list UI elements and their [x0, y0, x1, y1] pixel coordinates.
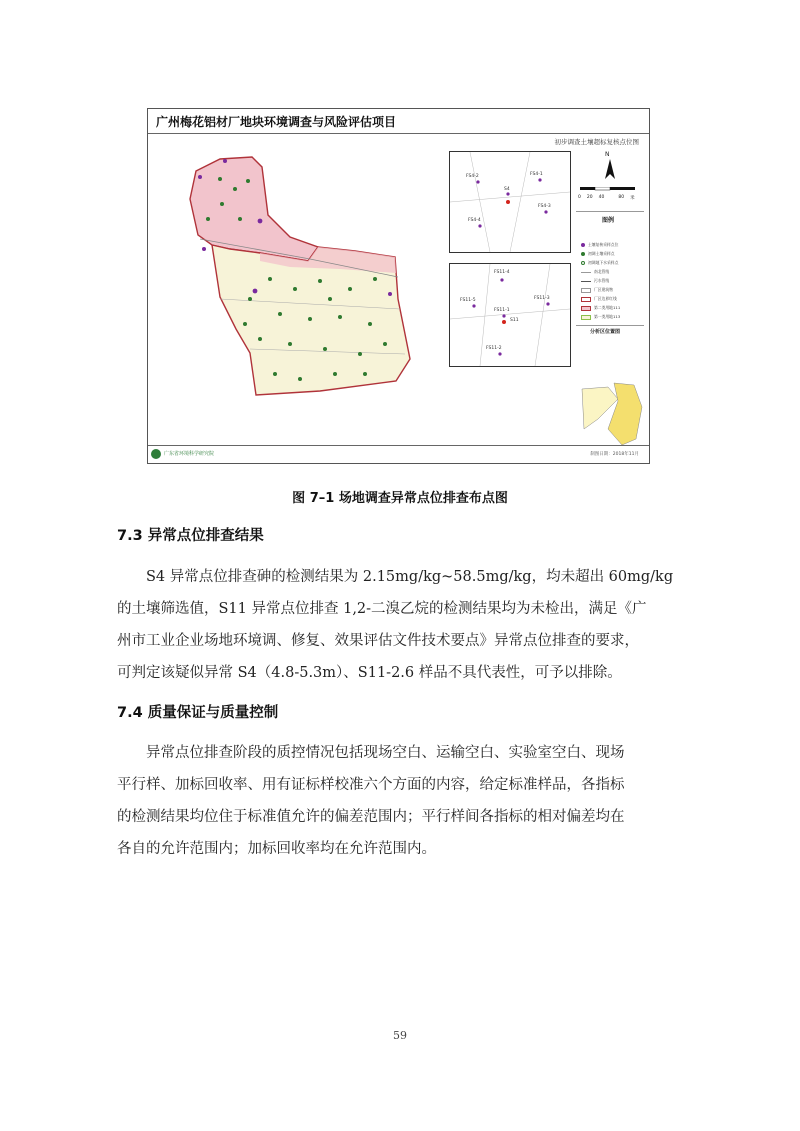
inset1-label-3: S4: [504, 187, 510, 192]
inset-map-s11: [449, 263, 571, 367]
para74-line-3: 的检测结果均位住于标准值允许的偏差范围内；平行样间各指标的相对偏差均在: [117, 809, 625, 825]
para74-line-4: 各自的允许范围内；加标回收率均在允许范围内。: [117, 841, 436, 857]
boundary-swatch: [581, 297, 591, 302]
legend-item-sewer: [581, 278, 609, 284]
inset2-label-2: FS11-3: [534, 296, 550, 301]
north-scale-panel: [576, 151, 644, 207]
inset1-label-1: FS4-2: [466, 174, 479, 179]
institute-logo-icon: [151, 449, 161, 459]
page-number: 59: [393, 1029, 407, 1042]
line-swatch: [581, 272, 591, 273]
legend-item-class1: [581, 314, 620, 320]
scale-label-20: 20: [586, 195, 593, 200]
legend-text-9: 第一类用地113: [594, 314, 621, 319]
map-title-bar: [148, 109, 649, 134]
scale-label-40: 40: [598, 195, 605, 200]
green-dot-icon: [581, 252, 585, 256]
map-subtitle: 初步调查土壤超标复核点位图: [554, 138, 639, 146]
legend-item-groundwater: [581, 260, 618, 266]
inset1-label-4: FS4-3: [538, 204, 551, 209]
scale-bar: [580, 187, 640, 193]
legend-item-class2: [581, 305, 620, 311]
legend-item-ns-pipe: [581, 269, 609, 275]
inset1-label-2: FS4-1: [530, 172, 543, 177]
section-7-3-paragraph: [117, 561, 685, 689]
map-footer: [148, 445, 649, 463]
institute-name: 广东省环境科学研究院: [164, 451, 215, 457]
building-swatch: [581, 288, 591, 293]
map-date: 制图日期：2018年11月: [590, 452, 639, 457]
inset2-label-6: FS11-2: [486, 346, 502, 351]
inset-s4-lines: [450, 152, 570, 252]
legend-item-building: [581, 287, 613, 293]
legend-text-7: 厂区边界红线: [594, 296, 617, 301]
inset-s11-lines: [450, 264, 570, 366]
pink-swatch: [581, 306, 591, 311]
section-7-4-heading: 7.4 质量保证与质量控制: [117, 705, 279, 721]
inset2-label-4: S11: [510, 318, 519, 323]
legend-text-3: 初调地下水采样点: [588, 260, 619, 265]
para73-line-4: 可判定该疑似异常 S4（4.8-5.3m）、S11-2.6 样品不具代表性，可予以排除。: [117, 665, 622, 681]
pink-zone: [190, 157, 318, 261]
para73-line-2: 的土壤筛选值，S11 异常点位排查 1,2-二溴乙烷的检测结果均为未检出，满足《广: [117, 601, 647, 617]
legend-text-6: 厂区建筑物: [594, 287, 613, 292]
para74-line-1: 异常点位排查阶段的质控情况包括现场空白、运输空白、实验室空白、现场: [146, 745, 625, 761]
purple-dot-icon: [581, 243, 585, 247]
north-label: N: [605, 151, 610, 158]
location-map-title: 分析区位置图: [590, 329, 621, 335]
location-mini-map: [578, 379, 644, 447]
legend-text-1: 土壤复核采样点位: [588, 242, 619, 247]
legend-panel: [576, 211, 644, 362]
para73-line-1: S4 异常点位排查砷的检测结果为 2.15mg/kg~58.5mg/kg，均未超出 60mg/kg: [146, 569, 674, 585]
ring-dot-icon: [581, 261, 585, 265]
legend-text-2: 初调土壤采样点: [588, 251, 615, 256]
scale-unit: 米: [630, 196, 635, 201]
inset2-label-3: FS11-1: [494, 308, 510, 313]
cream-swatch: [581, 315, 591, 320]
scale-label-0: 0: [578, 195, 581, 200]
para74-line-2: 平行样、加标回收率、用有证标样校准六个方面的内容，给定标准样品，各指标: [117, 777, 625, 793]
location-divider: [576, 325, 644, 326]
north-arrow-icon: [600, 159, 620, 181]
section-7-4-paragraph: [117, 737, 685, 865]
legend-text-8: 第二类用地111: [594, 305, 621, 310]
scale-labels: [578, 195, 644, 201]
map-title: 广州梅花铝材厂地块环境调查与风险评估项目: [156, 115, 397, 129]
inset2-label-5: FS11-5: [460, 298, 476, 303]
inset1-label-5: FS4-4: [468, 218, 481, 223]
site-plan-map: [160, 149, 430, 401]
legend-title: 图例: [602, 217, 615, 224]
line-swatch-dark: [581, 281, 591, 282]
figure-caption: 图 7–1 场地调查异常点位排查布点图: [292, 491, 508, 506]
site-map-figure: [147, 108, 650, 464]
section-7-3-heading: 7.3 异常点位排查结果: [117, 528, 264, 544]
legend-item-boundary: [581, 296, 617, 302]
legend-text-4: 南北管线: [594, 269, 610, 274]
inset2-label-1: FS11-4: [494, 270, 510, 275]
legend-item-soil: [581, 251, 615, 257]
legend-item-recheck: [581, 242, 618, 248]
para73-line-3: 州市工业企业场地环境调、修复、效果评估文件技术要点》异常点位排查的要求，: [117, 633, 639, 649]
inset-map-s4: [449, 151, 571, 253]
legend-text-5: 污水管线: [594, 278, 610, 283]
scale-label-80: 80: [618, 195, 625, 200]
